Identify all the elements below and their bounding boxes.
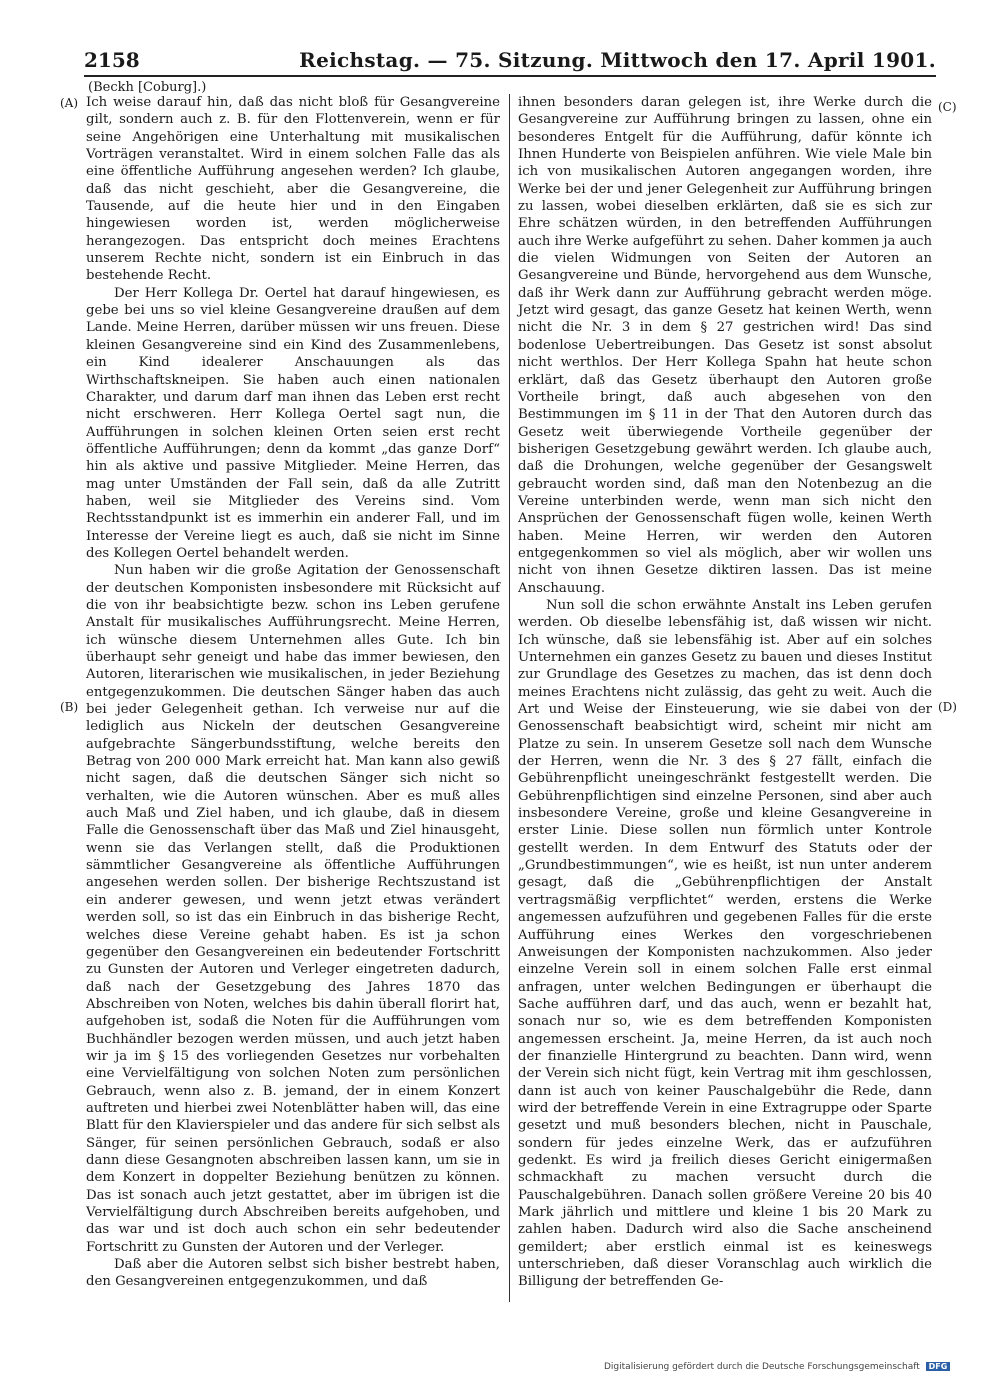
header-title: Reichstag. — 75. Sitzung. Mittwoch den 17. April 1901. xyxy=(299,48,936,72)
footer-text: Digitalisierung gefördert durch die Deutsche Forschungsgemeinschaft xyxy=(604,1362,920,1372)
margin-marker-b: (B) xyxy=(60,700,79,714)
footer-credit xyxy=(604,1362,950,1372)
right-column xyxy=(518,94,932,1291)
left-column xyxy=(86,94,500,1291)
margin-marker-d: (D) xyxy=(938,700,957,714)
paragraph: Nun soll die schon erwähnte Anstalt ins Leben gerufen werden. Ob dieselbe lebensfähig ist, daß wissen wir nicht. Ich wünsche, daß sie lebensfähig ist. Aber auf ein solches Unternehmen ein ganzes Gesetz zu bauen und dieses Institut zur Grundlage des Gesetzes zu machen, das ist denn doch meines Erachtens nicht zulässig, das geht zu weit. Auch die Art und Weise der Einsteuerung, wie sie dabei von der Genossenschaft beabsichtigt wird, scheint mir nicht am Platze zu sein. In unserem Gesetze soll nach dem Wunsche der Herren, wenn die Nr. 3 des § 27 fällt, einfach die Gebührenpflicht uneingeschränkt festgestellt werden. Die Gebührenpflichtigen sind einzelne Personen, sind aber auch insbesondere Vereine, große und kleine Gesangvereine in erster Linie. Diese sollen nun förmlich unter Kontrole gestellt werden. In dem Entwurf des Statuts oder der „Grundbestimmungen“, wie es heißt, ist nun unter anderem gesagt, daß die „Gebührenpflichtigen der Anstalt vertragsmäßig verpflichtet“ werden, erstens die Werke angemessen aufzuführen und gegebenen Falles für die erste Aufführung eines Werkes den vorgeschriebenen Anweisungen der Komponisten nachzukommen. Also jeder einzelne Verein soll in einem solchen Falle erst einmal anfragen, unter welchen Bedingungen er überhaupt die Sache aufführen darf, und das auch, wenn er bezahlt hat, sonach nur so, wie es dem betreffenden Komponisten angemessen erscheint. Ja, meine Herren, da ist auch noch der finanzielle Hintergrund zu beachten. Dann wird, wenn der Verein sich nicht fügt, kein Vertrag mit ihm geschlossen, dann ist auch von keiner Pauschalgebühr die Rede, dann wird der betreffende Verein in eine Extragruppe oder Sparte gesetzt und muß besonders blechen, nicht in Pauschale, sondern für jedes einzelne Werk, das er aufzuführen gedenkt. Es wird ja freilich dieses Gericht einigermaßen schmackhaft zu machen versucht durch die Pauschalgebühren. Danach sollen größere Vereine 20 bis 40 Mark jährlich und mittlere und kleine 1 bis 20 Mark zu zahlen haben. Dadurch wird also die Sache anscheinend gemildert; aber erstlich einmal ist es keineswegs unterschrieben, daß dieser Voranschlag auch wirklich die Billigung der betreffenden Ge- xyxy=(518,597,932,1290)
column-divider xyxy=(509,94,510,1302)
running-header xyxy=(84,48,936,74)
margin-marker-c: (C) xyxy=(938,100,957,114)
paragraph: Nun haben wir die große Agitation der Genossenschaft der deutschen Komponisten insbesondere mit Rücksicht auf die von ihr beabsichtigte bezw. schon ins Leben gerufene Anstalt für musikalisches Aufführungsrecht. Meine Herren, ich wünsche diesem Unternehmen alles Gute. Ich bin überhaupt sehr geneigt und habe das immer bewiesen, den Autoren, literarischen wie musikalischen, in jeder Beziehung entgegenzukommen. Die deutschen Sänger haben das auch bei jeder Gelegenheit gethan. Ich verweise nur auf die lediglich aus Nickeln der deutschen Gesangvereine aufgebrachte Sängerbundsstiftung, welche bereits den Betrag von 200 000 Mark erreicht hat. Man kann also gewiß nicht sagen, daß die deutschen Sänger sich nicht so verhalten, wie die Autoren wünschen. Aber es muß alles auch Maß und Ziel haben, und ich glaube, daß in diesem Falle die Genossenschaft über das Maß und Ziel hinausgeht, wenn sie das Verlangen stellt, daß die Produktionen sämmtlicher Gesangvereine als öffentliche Aufführungen angesehen werden sollen. Der bisherige Rechtszustand ist ein anderer gewesen, und wenn jetzt etwas verändert werden soll, so ist das ein Einbruch in das bisherige Recht, welches diese Vereine gehabt haben. Es ist ja schon gegenüber den Gesangvereinen ein bedeutender Fortschritt zu Gunsten der Autoren und Verleger eingetreten dadurch, daß nach der Gesetzgebung des Jahres 1870 das Abschreiben von Noten, welches bis dahin überall florirt hat, aufgehoben ist, sodaß die Noten für die Aufführungen vom Buchhändler bezogen werden müssen, und auch jetzt haben wir ja im § 15 des vorliegenden Gesetzes nur vorbehalten eine Vervielfältigung von solchen Noten zum persönlichen Gebrauch, wenn also z. B. jemand, der in einem Konzert auftreten und hierbei zwei Notenblätter haben will, das eine Blatt für den Klavierspieler und das andere für sich selbst als Sänger, für seinen persönlichen Gebrauch, sodaß er also dann diese Gesangnoten abschreiben lassen kann, um sie in dem Konzert in doppelter Beziehung benützen zu können. Das ist sonach auch jetzt gestattet, aber im übrigen ist die Vervielfältigung durch Abschreiben bereits aufgehoben, und das war und ist doch auch schon ein sehr bedeutender Fortschritt zu Gunsten der Autoren und der Verleger. xyxy=(86,563,500,1255)
header-rule xyxy=(84,75,936,77)
page-number: 2158 xyxy=(84,48,140,72)
margin-marker-a: (A) xyxy=(60,96,79,110)
paragraph: Daß aber die Autoren selbst sich bisher bestrebt haben, den Gesangvereinen entgegenzukommen, und daß xyxy=(86,1257,500,1290)
paragraph: ihnen besonders daran gelegen ist, ihre Werke durch die Gesangvereine zur Aufführung bringen zu lassen, ohne ein besonderes Entgelt für die Aufführung, dafür könnte ich Ihnen Hunderte von Beispielen anführen. Wie viele Male bin ich von musikalischen Autoren angegangen worden, ihre Werke bei der und jener Gelegenheit zur Aufführung bringen zu lassen, wobei dieselben erklärten, daß sie es sich zur Ehre schätzen würden, in den betreffenden Aufführungen auch ihre Werke aufgeführt zu sehen. Daher kommen ja auch die vielen Widmungen von Seiten der Autoren an Gesangvereine und Bünde, hervorgehend aus dem Wunsche, daß ihr Werk dann zur Aufführung gebracht werden möge. Jetzt wird gesagt, das ganze Gesetz hat keinen Werth, wenn nicht die Nr. 3 in dem § 27 gestrichen wird! Das sind bodenlose Uebertreibungen. Das Gesetz ist sonst absolut nicht werthlos. Der Herr Kollega Spahn hat heute schon erklärt, daß das Gesetz überhaupt den Autoren große Vortheile bringt, daß auch abgesehen von den Bestimmungen im § 11 in der That den Autoren durch das Gesetz weit überwiegende Vortheile gegenüber der bisherigen Gesetzgebung gewährt werden. Ich glaube auch, daß die Drohungen, welche gegenüber der Gesangswelt gebraucht worden sind, daß man den Notenbezug an die Vereine unterbinden werde, wenn man sich nicht den Ansprüchen der Genossenschaft fügen wolle, keinen Werth haben. Meine Herren, wir werden den Autoren entgegenkommen so viel als möglich, aber wir wollen uns nicht von ihnen Gesetze diktiren lassen. Das ist meine Anschauung. xyxy=(518,95,932,596)
dfg-logo: DFG xyxy=(926,1362,951,1371)
speaker-label: (Beckh [Coburg].) xyxy=(88,80,207,95)
paragraph: Ich weise darauf hin, daß das nicht bloß für Gesangvereine gilt, sondern auch z. B. für den Flottenverein, wenn er für seine Angehörigen eine Unterhaltung mit musikalischen Vorträgen veranstaltet. Wird in einem solchen Falle das als eine öffentliche Aufführung angesehen werden? Ich glaube, daß das nicht geschieht, aber die Gesangvereine, die Tausende, auf die heute hier und in den Eingaben hingewiesen worden ist, werden möglicherweise herangezogen. Das entspricht doch meines Erachtens unserem Rechte nicht, sondern ist ein Einbruch in das bestehende Recht. xyxy=(86,95,500,284)
paragraph: Der Herr Kollega Dr. Oertel hat darauf hingewiesen, es gebe bei uns so viel kleine Gesangvereine draußen auf dem Lande. Meine Herren, darüber müssen wir uns freuen. Diese kleinen Gesangvereine sind ein Kind des Zusammenlebens, ein Kind idealerer Anschauungen als das Wirthschaftskneipen. Sie haben auch einen nationalen Charakter, und darum darf man ihnen das Leben erst recht nicht erschweren. Herr Kollega Oertel sagt nun, die Aufführungen in solchen kleinen Orten seien erst recht öffentliche Aufführungen; denn da kommt „das ganze Dorf“ hin als aktive und passive Mitglieder. Meine Herren, das mag unter Umständen der Fall sein, daß da alle Zutritt haben, weil sie Mitglieder des Vereins sind. Vom Rechtsstandpunkt ist es immerhin ein anderer Fall, und im Interesse der Vereine liegt es auch, daß sie nicht im Sinne des Kollegen Oertel behandelt werden. xyxy=(86,285,500,561)
